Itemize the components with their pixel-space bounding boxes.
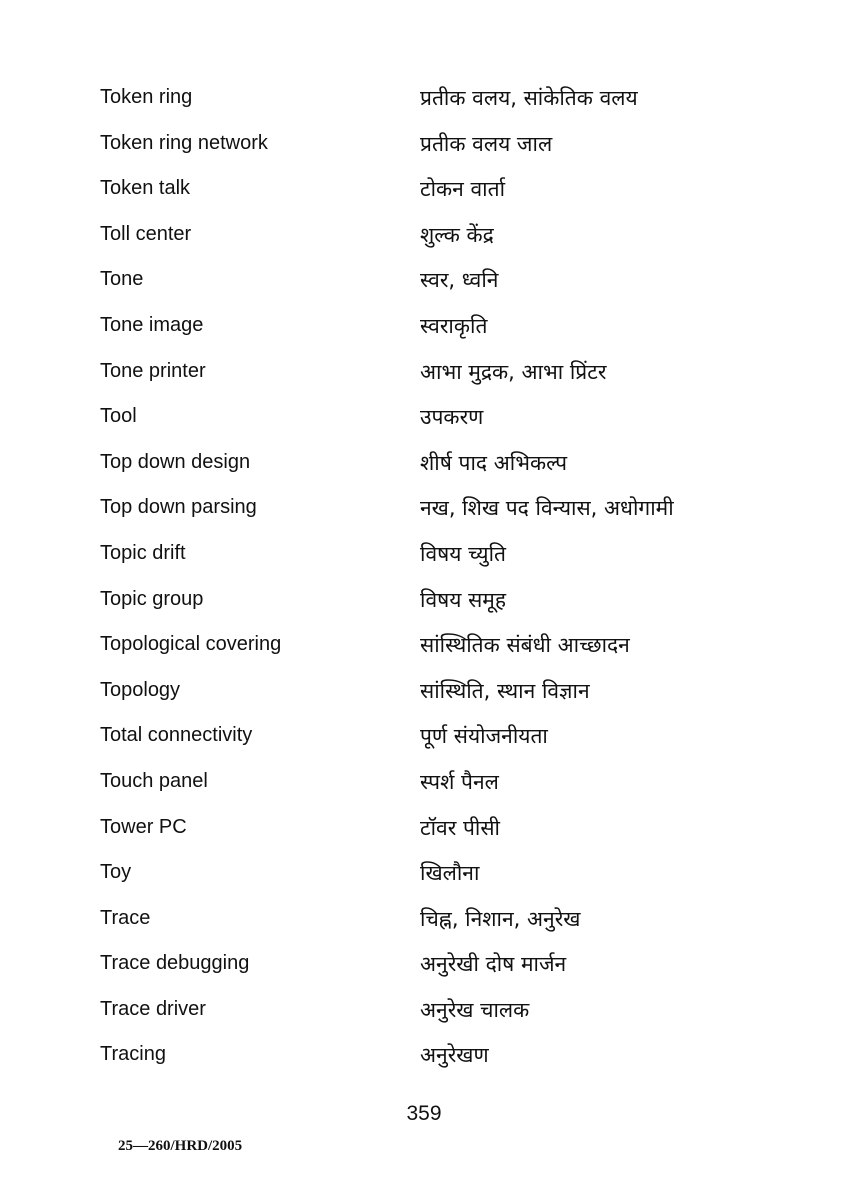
glossary-entry bbox=[0, 627, 848, 673]
print-code: 25—260/HRD/2005 bbox=[118, 1138, 243, 1154]
glossary-entry bbox=[0, 946, 848, 992]
glossary-entry bbox=[0, 262, 848, 308]
term-english: Token talk bbox=[100, 177, 191, 200]
term-english: Toy bbox=[100, 861, 132, 884]
term-hindi: स्पर्श पैनल bbox=[420, 769, 499, 794]
glossary-entry bbox=[0, 855, 848, 901]
glossary-entry bbox=[0, 901, 848, 947]
page-number: 359 bbox=[406, 1102, 442, 1125]
term-english: Touch panel bbox=[100, 769, 208, 792]
term-english: Tone printer bbox=[100, 359, 206, 382]
term-hindi: उपकरण bbox=[420, 405, 484, 430]
glossary-entry bbox=[0, 354, 848, 400]
glossary-entry bbox=[0, 171, 848, 217]
term-hindi: प्रतीक वलय, सांकेतिक वलय bbox=[420, 86, 638, 110]
glossary-list bbox=[0, 80, 848, 1083]
term-hindi: स्वराकृति bbox=[420, 313, 488, 338]
term-hindi: नख, शिख पद विन्यास, अधोगामी bbox=[420, 496, 674, 521]
glossary-entry bbox=[0, 673, 848, 719]
term-hindi: स्वर, ध्वनि bbox=[420, 268, 499, 293]
term-english: Tool bbox=[100, 405, 137, 428]
glossary-entry bbox=[0, 992, 848, 1038]
term-english: Toll center bbox=[100, 222, 192, 245]
glossary-entry bbox=[0, 445, 848, 491]
term-english: Topic group bbox=[100, 587, 204, 610]
glossary-entry bbox=[0, 810, 848, 856]
term-english: Token ring network bbox=[100, 131, 268, 154]
glossary-entry bbox=[0, 764, 848, 810]
term-english: Topological covering bbox=[100, 633, 282, 656]
term-hindi: पूर्ण संयोजनीयता bbox=[420, 724, 548, 749]
glossary-entry bbox=[0, 1037, 848, 1083]
term-english: Tower PC bbox=[100, 815, 187, 838]
term-hindi: सांस्थिति, स्थान विज्ञान bbox=[420, 678, 590, 703]
glossary-entry bbox=[0, 536, 848, 582]
term-hindi: अनुरेखण bbox=[420, 1043, 489, 1068]
term-english: Top down design bbox=[100, 450, 251, 473]
glossary-entry bbox=[0, 80, 848, 126]
term-english: Top down parsing bbox=[100, 496, 257, 519]
term-english: Topology bbox=[100, 678, 181, 701]
term-hindi: खिलौना bbox=[420, 861, 480, 886]
term-english: Token ring bbox=[100, 86, 193, 108]
term-hindi: चिह्न, निशान, अनुरेख bbox=[420, 906, 581, 931]
glossary-entry bbox=[0, 490, 848, 536]
glossary-entry bbox=[0, 399, 848, 445]
term-hindi: शीर्ष पाद अभिकल्प bbox=[420, 450, 568, 475]
term-english: Total connectivity bbox=[100, 724, 253, 747]
term-hindi: प्रतीक वलय जाल bbox=[420, 131, 553, 156]
glossary-entry bbox=[0, 217, 848, 263]
term-hindi: टोकन वार्ता bbox=[420, 177, 506, 202]
glossary-entry bbox=[0, 126, 848, 172]
term-hindi: विषय च्युति bbox=[420, 541, 507, 566]
term-english: Trace driver bbox=[100, 997, 206, 1020]
term-hindi: शुल्क केंद्र bbox=[420, 222, 494, 247]
term-english: Tone image bbox=[100, 313, 204, 336]
glossary-entry bbox=[0, 582, 848, 628]
glossary-entry bbox=[0, 308, 848, 354]
term-english: Topic drift bbox=[100, 541, 186, 564]
term-hindi: आभा मुद्रक, आभा प्रिंटर bbox=[420, 359, 607, 384]
term-hindi: अनुरेख चालक bbox=[420, 997, 530, 1022]
term-english: Tone bbox=[100, 268, 144, 291]
term-hindi: अनुरेखी दोष मार्जन bbox=[420, 952, 567, 977]
term-english: Tracing bbox=[100, 1043, 166, 1066]
term-hindi: सांस्थितिक संबंधी आच्छादन bbox=[420, 633, 630, 658]
term-hindi: विषय समूह bbox=[420, 587, 507, 612]
term-hindi: टॉवर पीसी bbox=[420, 815, 500, 840]
glossary-entry bbox=[0, 718, 848, 764]
term-english: Trace bbox=[100, 906, 151, 929]
term-english: Trace debugging bbox=[100, 952, 250, 975]
